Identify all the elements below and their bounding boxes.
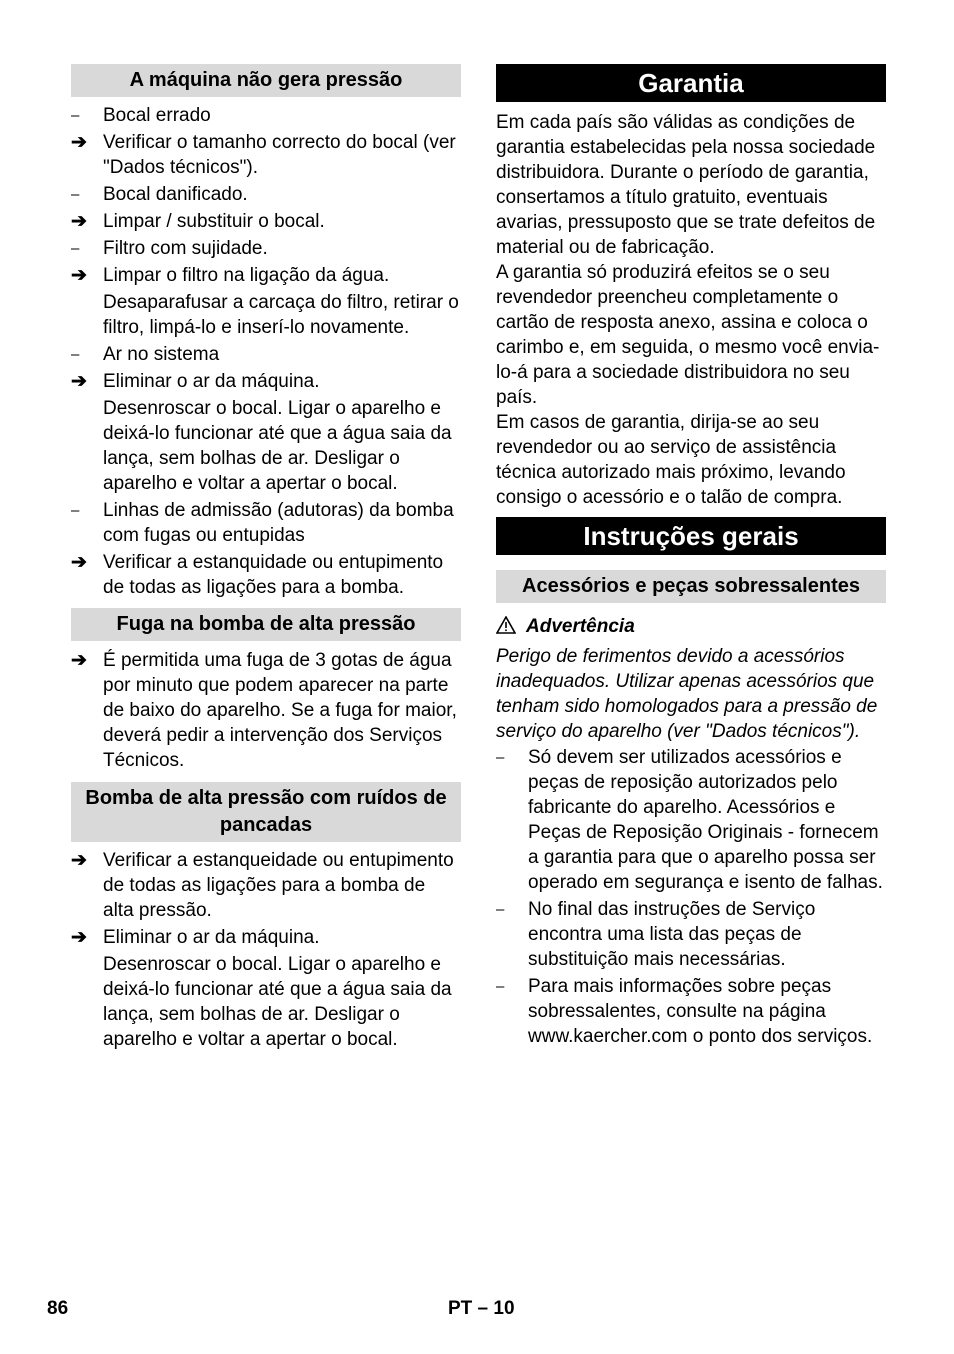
warranty-paragraph: A garantia só produzirá efeitos se o seu revendedor preencheu completamente o cartão de resposta anexo, assina e coloca o carimbo e, em seguida, o mesmo você envia-lo-á para a sociedade distribuidora no seu país. bbox=[496, 262, 880, 408]
arrow-right-icon: ➔ bbox=[71, 552, 87, 573]
dash-bullet-icon: – bbox=[71, 502, 80, 519]
cause-item bbox=[71, 236, 461, 261]
section-heading-no-pressure: A máquina não gera pressão bbox=[71, 64, 461, 97]
action-item bbox=[71, 648, 461, 773]
item-text: Para mais informações sobre peças sobressalentes, consulte na página www.kaercher.com o ponto dos serviços. bbox=[528, 976, 873, 1047]
item-text: Bocal danificado. bbox=[103, 184, 248, 205]
left-column bbox=[71, 64, 461, 1052]
warranty-paragraph: Em cada país são válidas as condições de garantia estabelecidas pela nossa sociedade distribuidora. Durante o período de garantia, consertamos a título gratuito, eventuais avarias, pressuposto que se trate defeitos de material ou de fabricação. bbox=[496, 112, 876, 258]
action-item bbox=[71, 263, 461, 288]
warning-text: Perigo de ferimentos devido a acessórios inadequados. Utilizar apenas acessórios que tenham sido homologados para a pressão de serviço do aparelho (ver "Dados técnicos"). bbox=[496, 646, 878, 742]
accessories-heading: Acessórios e peças sobressalentes bbox=[496, 570, 886, 603]
warranty-body bbox=[496, 110, 886, 510]
warning-title-text: Advertência bbox=[526, 616, 635, 637]
right-column bbox=[496, 64, 886, 1049]
item-text: Eliminar o ar da máquina. bbox=[103, 371, 320, 392]
warranty-paragraph: Em casos de garantia, dirija-se ao seu revendedor ou ao serviço de assistência técnica autorizado mais próximo, levando consigo o acessório e o talão de compra. bbox=[496, 412, 846, 508]
item-text: No final das instruções de Serviço encontra uma lista das peças de substituição mais necessárias. bbox=[528, 899, 816, 970]
section-heading-pump-leak: Fuga na bomba de alta pressão bbox=[71, 608, 461, 641]
item-text: Verificar a estanqueidade ou entupimento de todas as ligações para a bomba de alta pressão. bbox=[103, 850, 454, 921]
item-text: Filtro com sujidade. bbox=[103, 238, 268, 259]
cause-item bbox=[71, 342, 461, 367]
dash-bullet-icon: – bbox=[71, 346, 80, 363]
section-no-pressure-list bbox=[71, 103, 461, 600]
section-pump-leak-list bbox=[71, 648, 461, 773]
cause-item bbox=[496, 974, 886, 1049]
cause-item bbox=[71, 182, 461, 207]
arrow-right-icon: ➔ bbox=[71, 850, 87, 871]
accessories-list bbox=[496, 745, 886, 1049]
item-text: É permitida uma fuga de 3 gotas de água por minuto que podem aparecer na parte de baixo do aparelho. Se a fuga for maior, deverá pedir a intervenção dos Serviços Técnicos. bbox=[103, 650, 457, 771]
instruction-continuation: Desaparafusar a carcaça do filtro, retirar o filtro, limpá-lo e inserí-lo novamente. bbox=[103, 292, 459, 338]
general-instructions-heading: Instruções gerais bbox=[496, 517, 886, 555]
item-text: Eliminar o ar da máquina. bbox=[103, 927, 320, 948]
warning-triangle-icon bbox=[496, 616, 516, 634]
dash-bullet-icon: – bbox=[496, 901, 505, 918]
dash-bullet-icon: – bbox=[496, 749, 505, 766]
warranty-heading: Garantia bbox=[496, 64, 886, 102]
action-item bbox=[71, 209, 461, 234]
dash-bullet-icon: – bbox=[71, 186, 80, 203]
item-text: Só devem ser utilizados acessórios e peças de reposição autorizados pelo fabricante do aparelho. Acessórios e Peças de Reposição Originais - fornecem a garantia para que o aparelho possa ser operado em segurança e isento de falhas. bbox=[528, 747, 883, 893]
instruction-continuation: Desenroscar o bocal. Ligar o aparelho e deixá-lo funcionar até que a água saia da lança, sem bolhas de ar. Desligar o aparelho e voltar a apertar o bocal. bbox=[103, 954, 452, 1050]
item-text: Ar no sistema bbox=[103, 344, 220, 365]
action-item bbox=[71, 925, 461, 950]
item-text: Linhas de admissão (adutoras) da bomba com fugas ou entupidas bbox=[103, 500, 454, 546]
action-item bbox=[71, 550, 461, 600]
arrow-right-icon: ➔ bbox=[71, 132, 87, 153]
cause-item bbox=[71, 498, 461, 548]
item-text: Bocal errado bbox=[103, 105, 211, 126]
arrow-right-icon: ➔ bbox=[71, 371, 87, 392]
item-text: Verificar o tamanho correcto do bocal (ver "Dados técnicos"). bbox=[103, 132, 456, 178]
cause-item bbox=[71, 103, 461, 128]
dash-bullet-icon: – bbox=[71, 107, 80, 124]
action-item bbox=[71, 369, 461, 394]
warning-title bbox=[496, 614, 886, 639]
action-item bbox=[71, 848, 461, 923]
cause-item bbox=[496, 745, 886, 895]
page-number: 86 bbox=[47, 1298, 69, 1319]
cause-item bbox=[496, 897, 886, 972]
instruction-continuation: Desenroscar o bocal. Ligar o aparelho e deixá-lo funcionar até que a água saia da lança, sem bolhas de ar. Desligar o aparelho e voltar a apertar o bocal. bbox=[103, 398, 452, 494]
item-text: Verificar a estanquidade ou entupimento de todas as ligações para a bomba. bbox=[103, 552, 444, 598]
arrow-right-icon: ➔ bbox=[71, 927, 87, 948]
dash-bullet-icon: – bbox=[496, 978, 505, 995]
arrow-right-icon: ➔ bbox=[71, 650, 87, 671]
action-item bbox=[71, 130, 461, 180]
footer-language-page: PT – 10 bbox=[448, 1298, 515, 1319]
section-heading-pump-noise: Bomba de alta pressão com ruídos de pancadas bbox=[71, 782, 461, 842]
item-text: Limpar o filtro na ligação da água. bbox=[103, 265, 390, 286]
section-pump-noise-list bbox=[71, 848, 461, 1052]
arrow-right-icon: ➔ bbox=[71, 265, 87, 286]
item-text: Limpar / substituir o bocal. bbox=[103, 211, 325, 232]
dash-bullet-icon: – bbox=[71, 240, 80, 257]
arrow-right-icon: ➔ bbox=[71, 211, 87, 232]
